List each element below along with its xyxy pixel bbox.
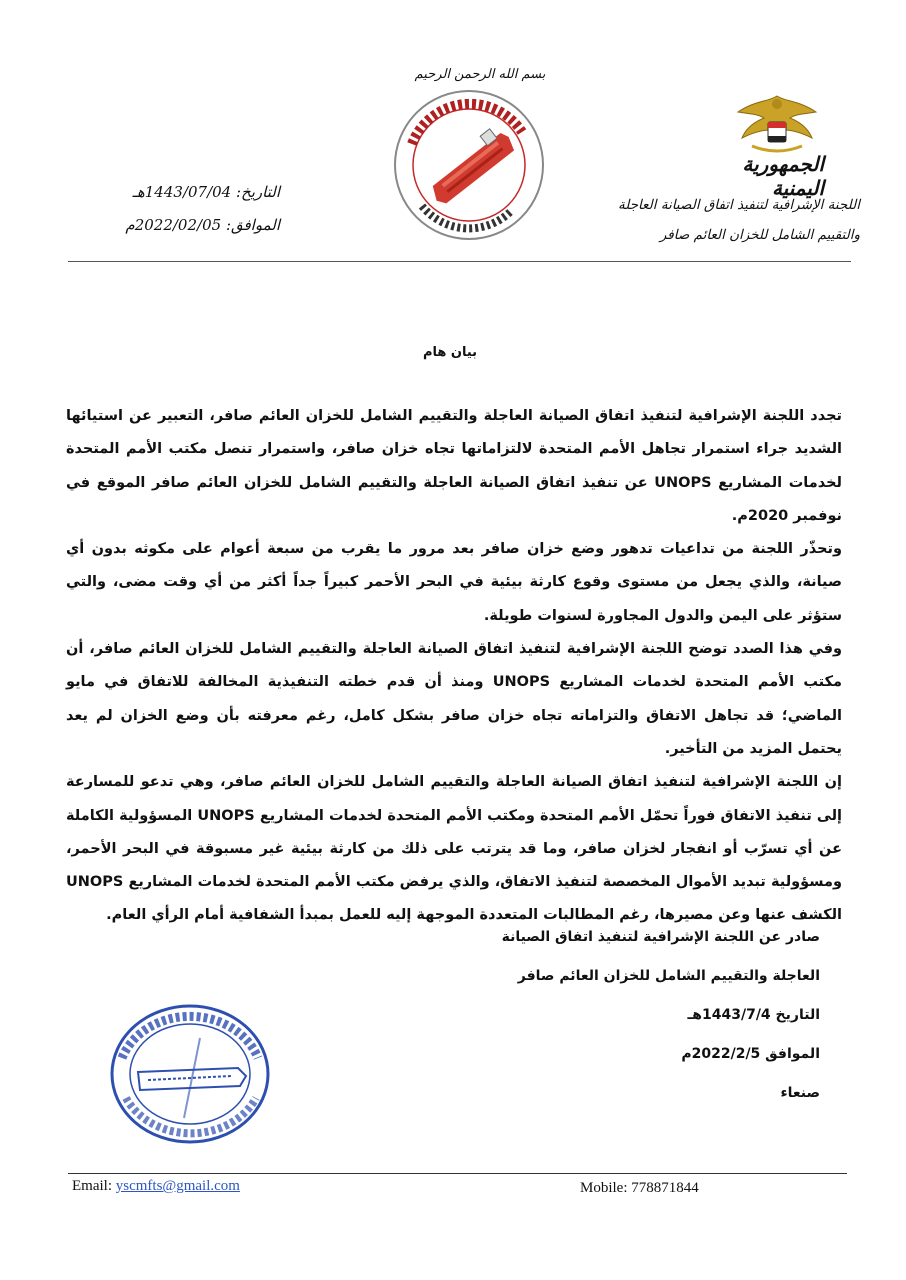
- statement-body: [66, 400, 842, 933]
- committee-name: [610, 190, 860, 250]
- footer-mobile: Mobile: 778871844: [580, 1180, 699, 1196]
- signature-date-gregorian: الموافق 2022/2/5م: [681, 1046, 820, 1062]
- date-hijri: التاريخ: 1443/07/04هـ: [132, 183, 280, 201]
- header-divider: [68, 261, 851, 262]
- paragraph: تجدد اللجنة الإشرافية لتنفيذ اتفاق الصيانة العاجلة والتقييم الشامل للخزان العائم صافر، التعبير عن استيائها الشديد جراء استمرار تجاهل الأمم المتحدة لالتزاماتها تجاه خزان صافر، واستمرار تنصل مكتب الأمم المتحدة لخدمات المشاريع UNOPS عن تنفيذ اتفاق الصيانة العاجلة والتقييم الشامل للخزان العائم صافر الموقع في نوفمبر 2020م.: [66, 408, 842, 524]
- footer-email: [72, 1178, 240, 1195]
- committee-seal-icon: [392, 88, 547, 243]
- email-link[interactable]: yscmfts@gmail.com: [115, 1178, 240, 1194]
- signature-date-hijri: التاريخ 1443/7/4هـ: [687, 1007, 820, 1023]
- committee-line-2: والتقييم الشامل للخزان العائم صافر: [659, 227, 860, 243]
- basmala: بسم الله الرحمن الرحيم: [414, 67, 546, 82]
- signature-city: صنعاء: [780, 1085, 820, 1101]
- issuer-line-1: صادر عن اللجنة الإشرافية لتنفيذ اتفاق الصيانة: [501, 929, 820, 945]
- issuer-line-2: العاجلة والتقييم الشامل للخزان العائم صافر: [517, 968, 820, 984]
- statement-title: بيان هام: [422, 345, 478, 360]
- blue-stamp-icon: [108, 1002, 273, 1147]
- paragraph: وفي هذا الصدد توضح اللجنة الإشرافية لتنفيذ اتفاق الصيانة العاجلة والتقييم الشامل للخزان العائم صافر، أن مكتب الأمم المتحدة لخدمات المشاريع UNOPS ومنذ أن قدم خطته التنفيذية المخالفة للاتفاق في مايو الماضي؛ قد تجاهل الاتفاق والتزاماته تجاه خزان صافر بشكل كامل، رغم معرفته بأن وضع الخزان لم يعد يحتمل المزيد من التأخير.: [66, 641, 842, 757]
- signature-block: [400, 918, 820, 1113]
- paragraph: إن اللجنة الإشرافية لتنفيذ اتفاق الصيانة العاجلة والتقييم الشامل للخزان العائم صافر، وهي تدعو للمسارعة إلى تنفيذ الاتفاق فوراً تحمّل الأمم المتحدة ومكتب الأمم المتحدة لخدمات المشاريع UNOPS المسؤولية الكاملة عن أي تسرّب أو انفجار لخزان صافر، وما قد يترتب على ذلك من كارثة بيئية غير مسبوقة في البحر الأحمر، ومسؤولية تبديد الأموال المخصصة لتنفيذ الاتفاق، والذي يرفض مكتب الأمم المتحدة لخدمات المشاريع UNOPS الكشف عنها وعن مصيرها، رغم المطالبات المتعددة الموجهة إليه للعمل بمبدأ الشفافية أمام الرأي العام.: [66, 774, 842, 924]
- paragraph: وتحذّر اللجنة من تداعيات تدهور وضع خزان صافر بعد مرور ما يقرب من سبعة أعوام على مكوثه بدون أي صيانة، والذي يجعل من مستوى وقوع كارثة بيئية في البحر الأحمر كبيراً جداً أكثر من أي وقت مضى، والتي ستؤثر على اليمن والدول المجاورة لسنوات طويلة.: [66, 541, 842, 624]
- republic-name: الجمهورية اليمنية: [742, 152, 824, 200]
- eagle-emblem-icon: [728, 92, 826, 156]
- committee-line-1: اللجنة الإشرافية لتنفيذ اتفاق الصيانة العاجلة: [617, 197, 860, 213]
- date-gregorian: الموافق: 2022/02/05م: [125, 216, 280, 234]
- footer-divider: [68, 1173, 847, 1174]
- email-label: Email:: [72, 1178, 112, 1194]
